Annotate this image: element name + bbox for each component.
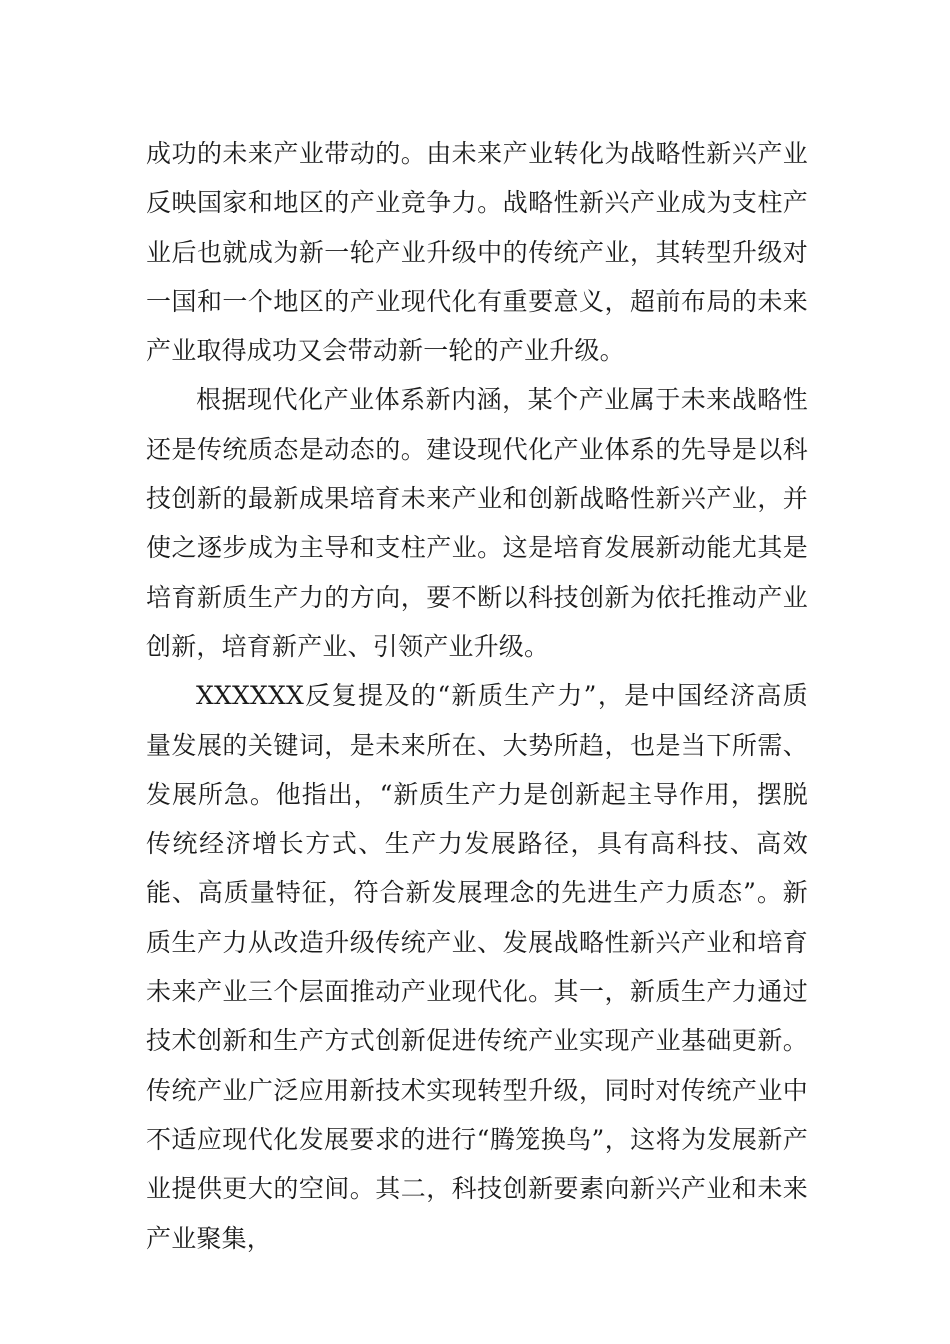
paragraph-1: 成功的未来产业带动的。由未来产业转化为战略性新兴产业反映国家和地区的产业竞争力。战略性新兴产业成为支柱产业后也就成为新一轮产业升级中的传统产业，其转型升级对一国和一个地区的产业现代化有重要意义，超前布局的未来产业取得成功又会带动新一轮的产业升级。 [146, 139, 808, 366]
document-body [146, 129, 808, 1263]
paragraph-3: XXXXXX反复提及的“新质生产力”，是中国经济高质量发展的关键词，是未来所在、大势所趋，也是当下所需、发展所急。他指出，“新质生产力是创新起主导作用，摆脱传统经济增长方式、生产力发展路径，具有高科技、高效能、高质量特征，符合新发展理念的先进生产力质态”。新质生产力从改造升级传统产业、发展战略性新兴产业和培育未来产业三个层面推动产业现代化。其一，新质生产力通过技术创新和生产方式创新促进传统产业实现产业基础更新。传统产业广泛应用新技术实现转型升级，同时对传统产业中不适应现代化发展要求的进行“腾笼换鸟”，这将为发展新产业提供更大的空间。其二，科技创新要素向新兴产业和未来产业聚集， [146, 681, 808, 1253]
paragraph-2: 根据现代化产业体系新内涵，某个产业属于未来战略性还是传统质态是动态的。建设现代化产业体系的先导是以科技创新的最新成果培育未来产业和创新战略性新兴产业，并使之逐步成为主导和支柱产业。这是培育发展新动能尤其是培育新质生产力的方向，要不断以科技创新为依托推动产业创新，培育新产业、引领产业升级。 [146, 385, 808, 661]
